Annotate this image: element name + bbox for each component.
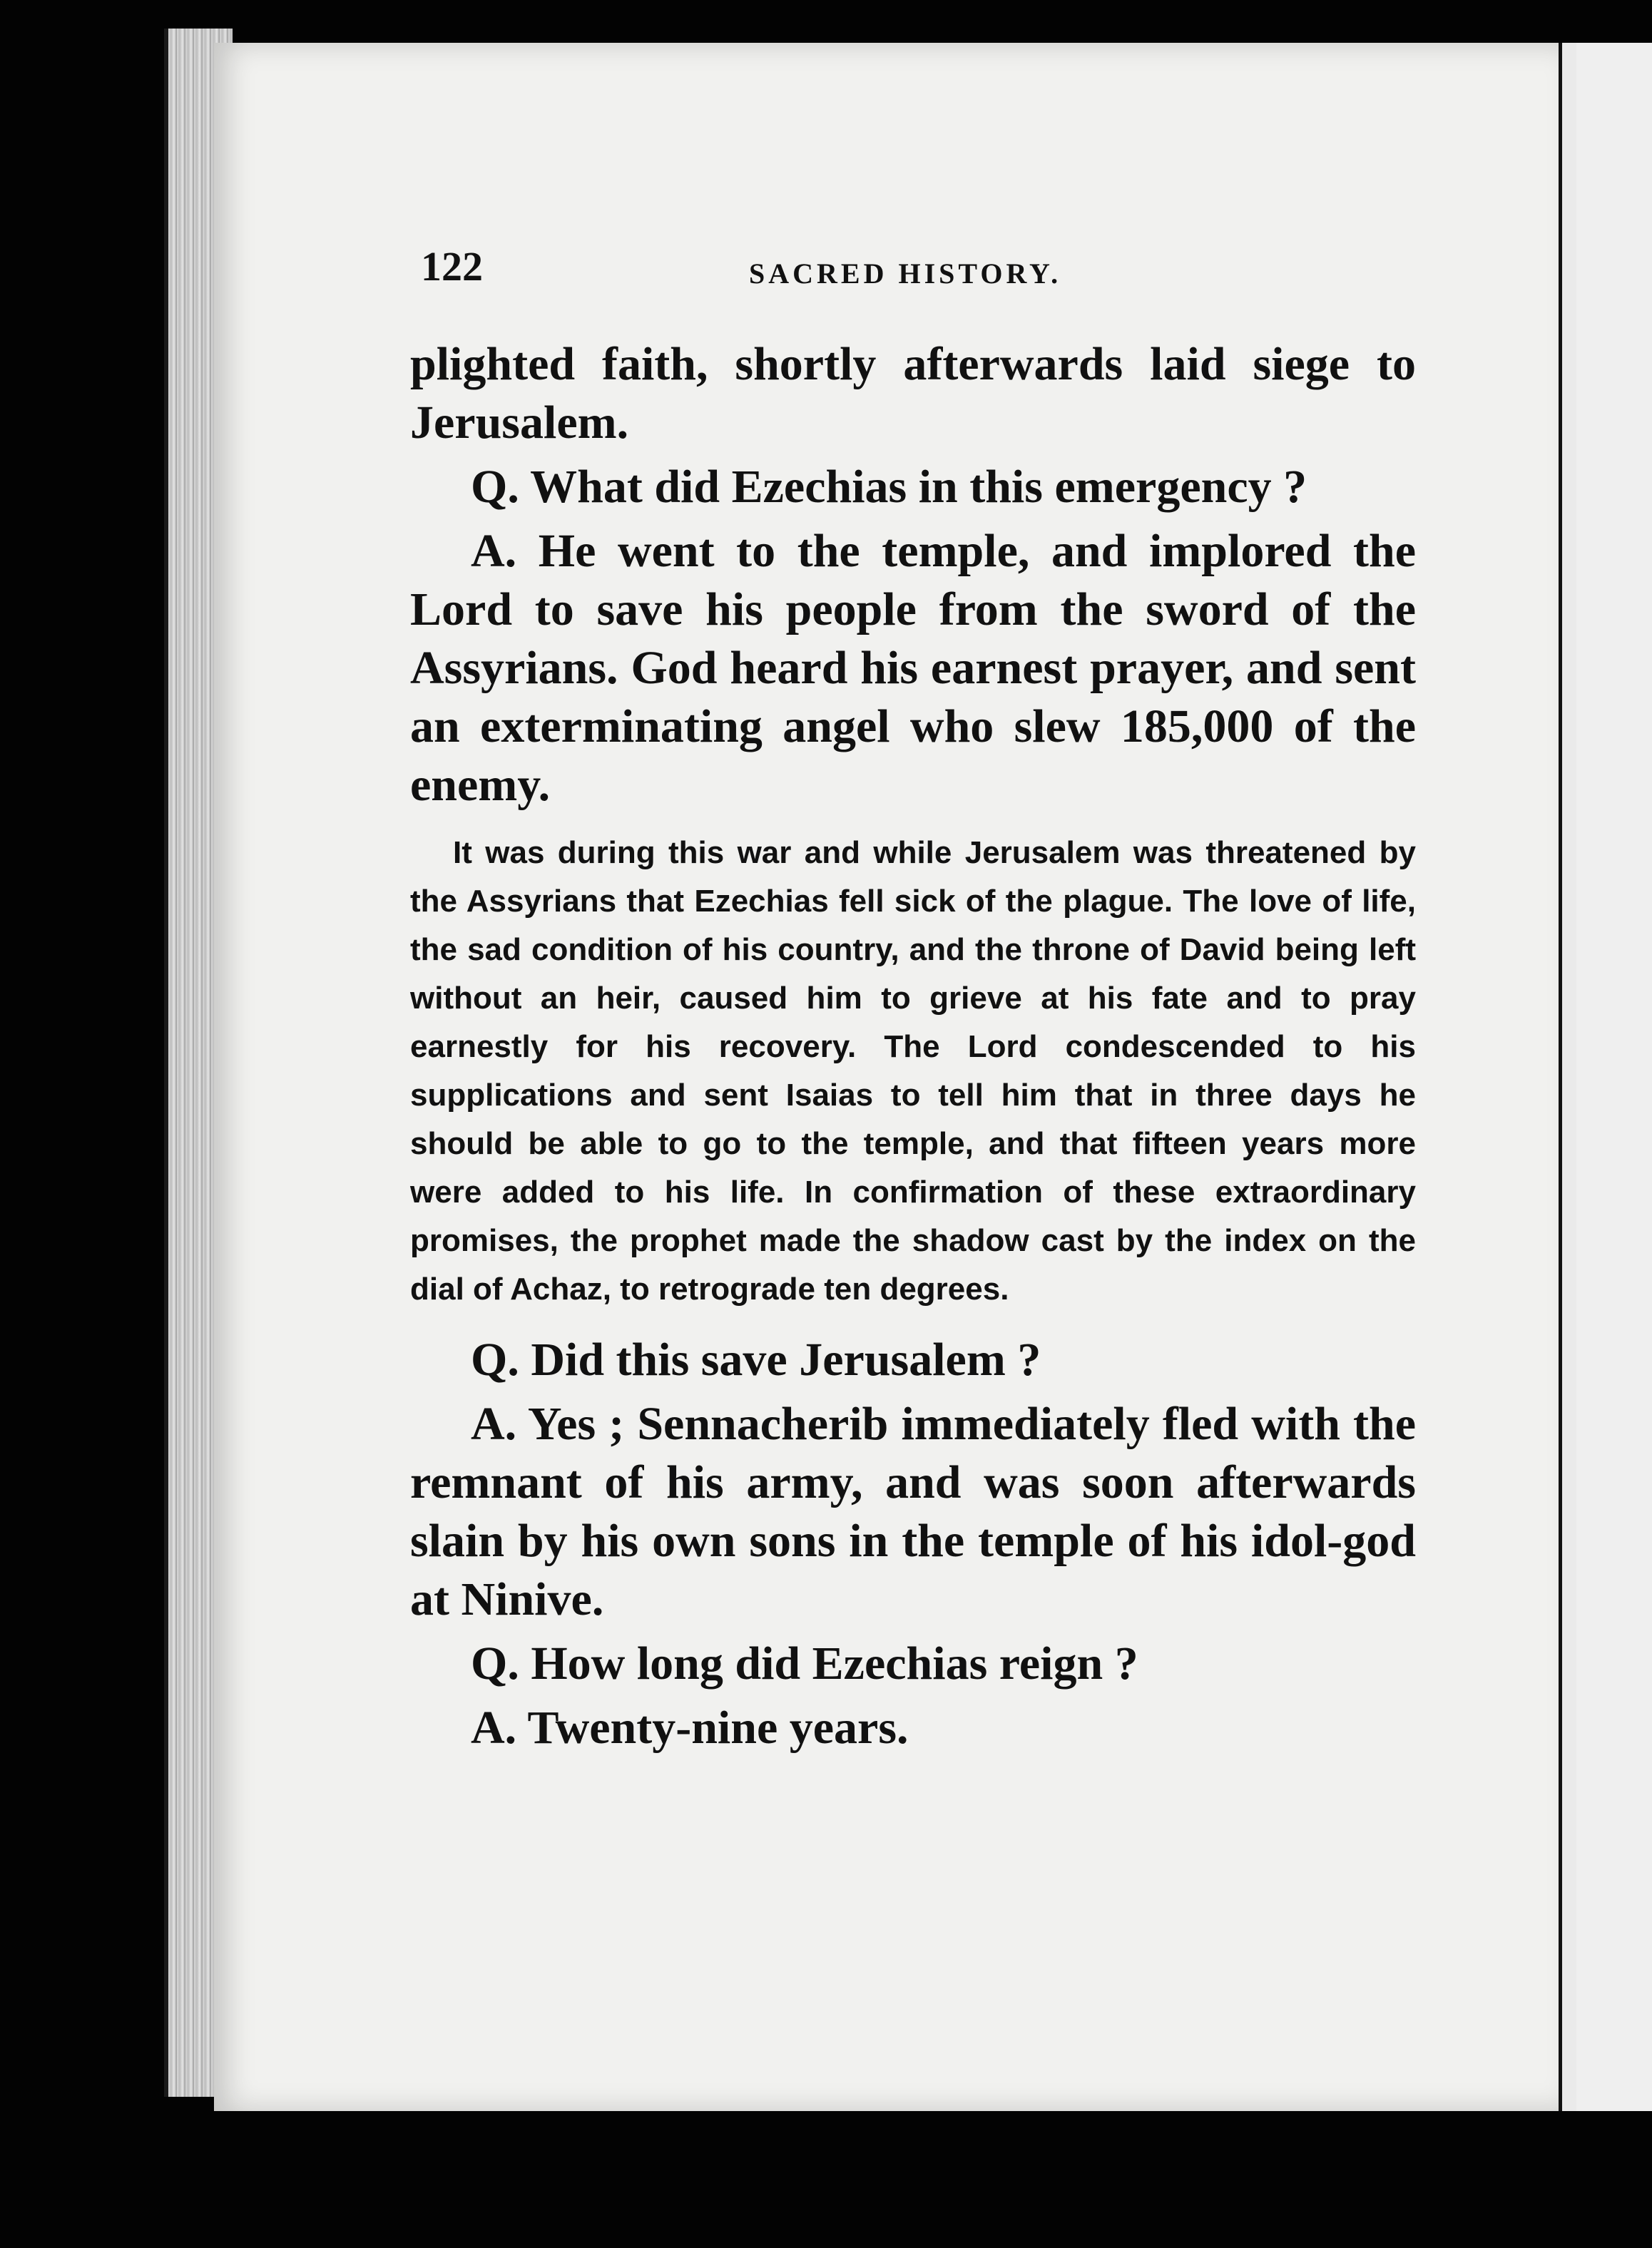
page-number: 122 [421, 243, 483, 290]
answer-3: A. Twenty-nine years. [471, 1702, 909, 1754]
answer-2: A. Yes ; Sennacherib immediately fled with the remnant of his army, and was soon afterwards slain by his own sons in the temple of his idol-god at Ninive. [410, 1398, 1416, 1625]
continuation-paragraph: plighted faith, shortly afterwards laid siege to Jerusalem. [410, 338, 1416, 449]
answer-1: A. He went to the temple, and implored the Lord to save his people from the sword of the Assyrians. God heard his earnest prayer, and sent an exterminating angel who slew 185,000 of the enemy. [410, 525, 1416, 811]
page-header [421, 242, 1419, 300]
facing-page-edge [1576, 43, 1652, 2111]
question-2: Q. Did this save Jerusalem ? [471, 1334, 1041, 1386]
question-1: Q. What did Ezechias in this emergency ? [471, 461, 1307, 513]
running-head: SACRED HISTORY. [749, 257, 1062, 290]
page-text [410, 335, 1416, 1763]
explanatory-note: It was during this war and while Jerusalem was threatened by the Assyrians that Ezechias fell sick of the plague. The love of life, the sad condition of his country, and the throne of David being left without an heir, caused him to grieve at his fate and to pray earnestly for his recovery. The Lord condescended to his supplications and sent Isaias to tell him that in three days he should be able to go to the temple, and that fifteen years more were added to his life. In confirmation of these extraordinary promises, the prophet made the shadow cast by the index on the dial of Achaz, to retrograde ten degrees. [410, 835, 1416, 1307]
question-3: Q. How long did Ezechias reign ? [471, 1638, 1138, 1690]
